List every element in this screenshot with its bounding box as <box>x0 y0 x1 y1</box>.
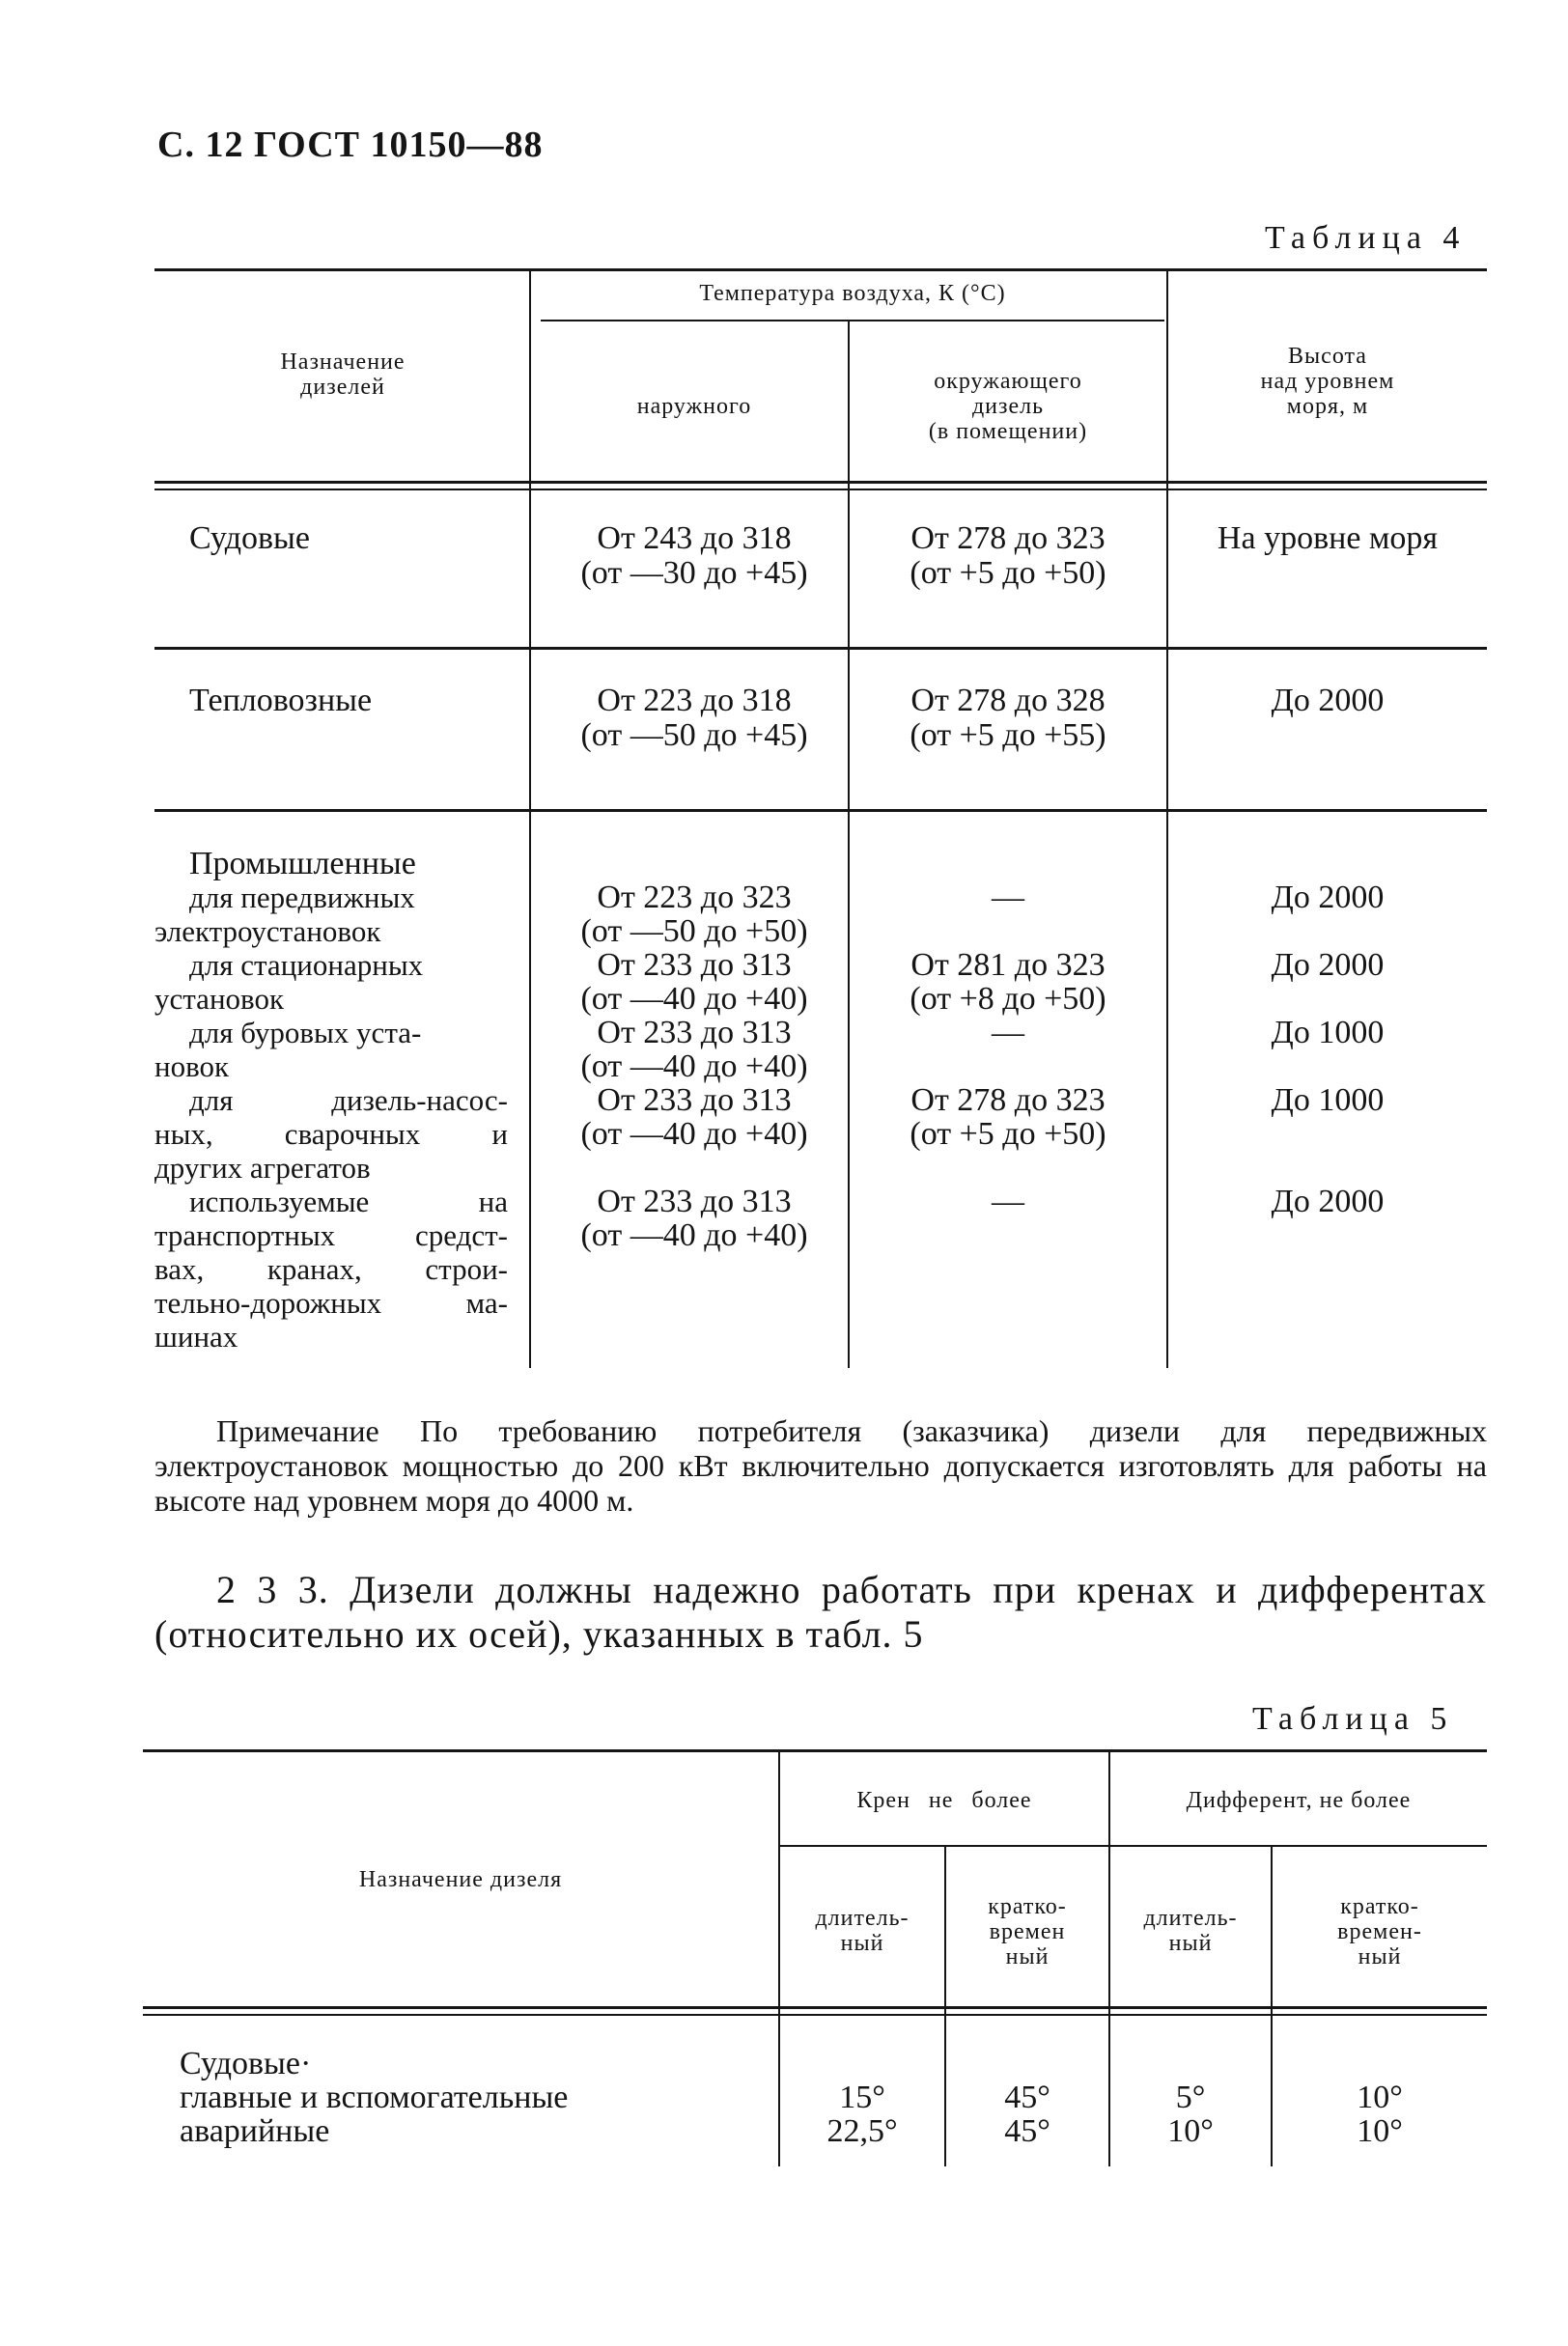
locomotive-ambient-c: (от +5 до +55) <box>910 717 1106 753</box>
industrial-name-line: используемые на <box>189 1185 508 1218</box>
table5-header-trim-short <box>1273 1894 1487 1969</box>
table4-label: Таблица 4 <box>1265 220 1467 256</box>
industrial-name-line: для стационарных <box>189 948 424 982</box>
industrial-name-line: установок <box>154 982 285 1016</box>
table4-row-ship-outside <box>541 521 848 591</box>
industrial-name-line: новок <box>154 1049 230 1083</box>
table4-industrial-ambient-dash-2: — <box>992 1015 1024 1050</box>
table4-row-locomotive-ambient <box>850 684 1166 753</box>
table5-header-trim-long <box>1110 1906 1271 1956</box>
table4-note: Примечание По требованию потребителя (заказчика) дизели для передвижных электроустановок мощностью до 200 кВт включительно допускается изготовлять для работы на высоте над уровнем моря до 4000 м. <box>154 1413 1487 1518</box>
table4-subheader-rule <box>541 320 1164 321</box>
industrial-name-line: тельно-дорожных ма- <box>154 1286 508 1320</box>
table4-industrial-names <box>154 880 508 1354</box>
table5-main-heel-short: 45° <box>1004 2080 1050 2115</box>
locomotive-ambient-k: От 278 до 328 <box>910 683 1106 718</box>
header-short-line-3: ный <box>1358 1944 1402 1969</box>
header-long-line-1: длитель- <box>1143 1906 1238 1931</box>
table4-industrial-altitude-1: До 2000 <box>1271 880 1385 915</box>
table4-row-locomotive-name: Тепловозные <box>189 683 373 718</box>
table5-main-trim-long: 5° <box>1175 2080 1206 2115</box>
header-altitude-line-2: над уровнем <box>1260 369 1395 394</box>
table4-col-rule-1 <box>529 270 531 1368</box>
locomotive-outside-k: От 223 до 318 <box>597 683 792 718</box>
header-altitude-line-1: Высота <box>1288 344 1367 369</box>
table5-header-heel-long <box>780 1906 944 1956</box>
ship-outside-k: От 243 до 318 <box>597 520 792 556</box>
locomotive-outside-c: (от —50 до +45) <box>580 717 808 753</box>
industrial-ambient-line: От 281 до 323 <box>910 947 1106 983</box>
table5-header-heel: Крен не более <box>856 1788 1032 1813</box>
table4-header-temperature: Температура воздуха, К (°С) <box>699 281 1006 306</box>
table5-top-rule <box>143 1749 1487 1752</box>
industrial-name-line: электроустановок <box>154 914 381 948</box>
header-ambient-line-1: окружающего <box>934 369 1082 394</box>
header-short-line-1: кратко- <box>1340 1894 1419 1919</box>
table4-row-rule-1 <box>154 647 1487 650</box>
table5-emergency-trim-long: 10° <box>1167 2113 1214 2149</box>
industrial-ambient-line: От 278 до 323 <box>910 1082 1106 1118</box>
table5-emergency-trim-short: 10° <box>1357 2113 1403 2149</box>
table5-emergency-heel-short: 45° <box>1004 2113 1050 2149</box>
industrial-outside-line: (от —40 до +40) <box>580 1217 808 1253</box>
industrial-outside-line: От 233 до 313 <box>597 1082 792 1118</box>
table5-subheader-rule <box>780 1845 1487 1847</box>
table4-row-locomotive-outside <box>541 684 848 753</box>
industrial-name-line: ных, сварочных и <box>154 1117 508 1151</box>
table4-industrial-ambient-dash-1: — <box>992 880 1024 915</box>
table5-header-heel-short <box>946 1894 1108 1969</box>
table4-row-ship-name: Судовые <box>189 520 310 556</box>
table5-row-main-name: главные и вспомогательные <box>180 2080 569 2115</box>
industrial-outside-line: От 223 до 323 <box>597 880 792 915</box>
table5-row-emergency-name: аварийные <box>180 2113 330 2149</box>
header-long-line-2: ный <box>840 1931 884 1956</box>
header-short-line-2: времен- <box>1337 1919 1422 1944</box>
table4-industrial-title: Промышленные <box>189 846 416 881</box>
ship-ambient-c: (от +5 до +50) <box>910 555 1106 591</box>
industrial-name-line: других агрегатов <box>154 1151 371 1185</box>
table4-header-ambient <box>850 369 1166 444</box>
header-purpose-line-2: дизелей <box>300 375 385 400</box>
table4-header-outside: наружного <box>636 394 752 419</box>
table5-header-rule-1 <box>143 2006 1487 2009</box>
table4-header-purpose <box>174 349 512 400</box>
table5-header-purpose: Назначение дизеля <box>358 1867 563 1892</box>
industrial-outside-line: (от —50 до +50) <box>580 913 808 949</box>
table4-industrial-ambient-dash-3: — <box>992 1184 1024 1219</box>
header-long-line-2: ный <box>1168 1931 1213 1956</box>
table5-row-ship-title: Судовые· <box>180 2046 312 2081</box>
industrial-outside-line: От 233 до 313 <box>597 947 792 983</box>
table4-industrial-altitude-5: До 2000 <box>1271 1184 1385 1219</box>
industrial-name-line: для буровых уста- <box>189 1016 422 1049</box>
table5-header-trim: Дифферент, не более <box>1186 1788 1412 1813</box>
table4-header-rule-2 <box>154 489 1487 490</box>
industrial-ambient-line: (от +8 до +50) <box>910 981 1106 1017</box>
table4-industrial-ambient-stationary <box>850 948 1166 1016</box>
table4-industrial-ambient-pumps <box>850 1083 1166 1151</box>
table4-header-altitude <box>1168 344 1487 419</box>
header-purpose-line-1: Назначение <box>280 349 406 375</box>
table4-industrial-altitude-4: До 1000 <box>1271 1082 1385 1118</box>
header-short-line-3: ный <box>1005 1944 1050 1969</box>
industrial-outside-line: (от —40 до +40) <box>580 981 808 1017</box>
table4-row-rule-2 <box>154 809 1487 812</box>
ship-outside-c: (от —30 до +45) <box>580 555 808 591</box>
table4-industrial-altitude-3: До 1000 <box>1271 1015 1385 1050</box>
table5-main-trim-short: 10° <box>1357 2080 1403 2115</box>
industrial-outside-line: (от —40 до +40) <box>580 1116 808 1152</box>
industrial-ambient-line: (от +5 до +50) <box>910 1116 1106 1152</box>
table4-row-ship-altitude: На уровне моря <box>1217 520 1439 556</box>
ship-ambient-k: От 278 до 323 <box>910 520 1106 556</box>
table5-header-rule-2 <box>143 2014 1487 2016</box>
header-long-line-1: длитель- <box>815 1906 910 1931</box>
header-ambient-line-2: дизель <box>971 394 1045 419</box>
header-ambient-line-3: (в помещении) <box>928 419 1088 444</box>
table4-industrial-altitude-2: До 2000 <box>1271 947 1385 983</box>
industrial-name-line: шинах <box>154 1320 238 1354</box>
table5-emergency-heel-long: 22,5° <box>826 2113 898 2149</box>
industrial-name-line: вах, кранах, строи- <box>154 1252 508 1286</box>
table4-header-rule-1 <box>154 481 1487 484</box>
header-short-line-2: времен <box>989 1919 1066 1944</box>
industrial-name-line: транспортных средст- <box>154 1218 508 1252</box>
table4-row-ship-ambient <box>850 521 1166 591</box>
industrial-name-line: для передвижных <box>189 880 415 914</box>
table4-row-locomotive-altitude: До 2000 <box>1271 683 1385 718</box>
table4-top-rule <box>154 268 1487 271</box>
industrial-name-line: для дизель-насос- <box>189 1083 508 1117</box>
table5-main-heel-long: 15° <box>839 2080 885 2115</box>
header-altitude-line-3: моря, м <box>1286 394 1369 419</box>
industrial-outside-line: От 233 до 313 <box>597 1184 792 1219</box>
industrial-outside-line: (от —40 до +40) <box>580 1048 808 1084</box>
industrial-outside-line: От 233 до 313 <box>597 1015 792 1050</box>
table5-label: Таблица 5 <box>1252 1701 1454 1737</box>
table4-industrial-outside <box>541 880 848 1252</box>
page-header: С. 12 ГОСТ 10150—88 <box>157 125 544 165</box>
header-short-line-1: кратко- <box>988 1894 1067 1919</box>
paragraph-233: 2 3 3. Дизели должны надежно работать при кренах и дифферентах (относительно их осей), указанных в табл. 5 <box>154 1568 1487 1656</box>
